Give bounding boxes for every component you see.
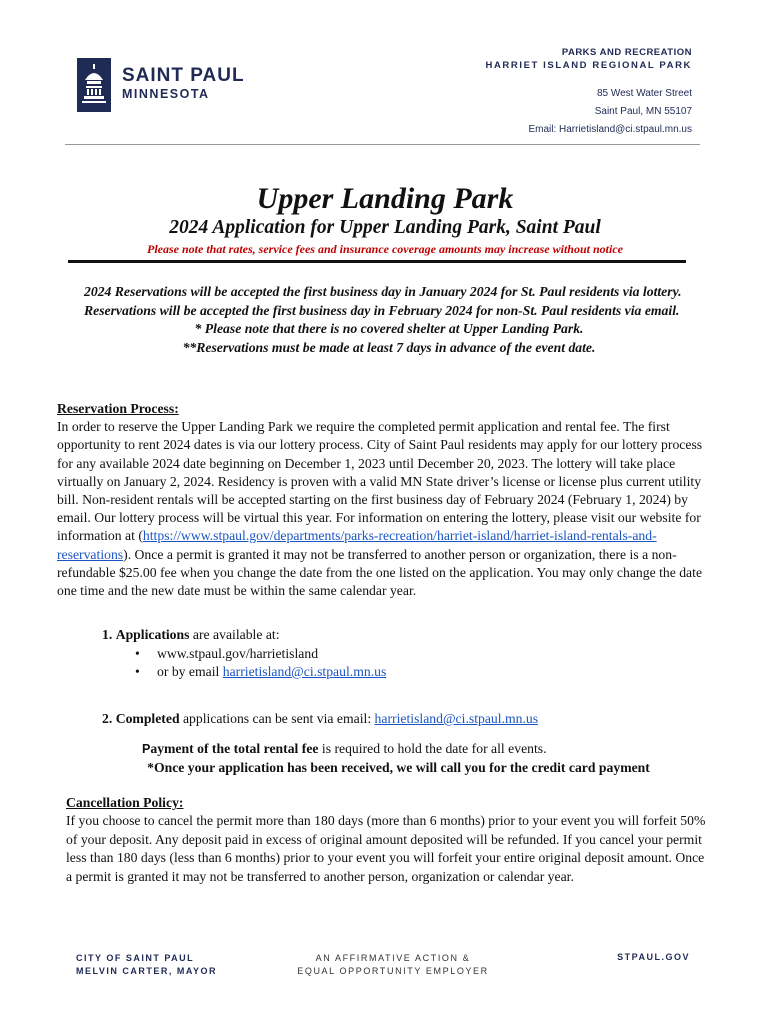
applications-list — [102, 626, 386, 682]
completed-item — [102, 711, 538, 727]
footer-city-name: CITY OF SAINT PAUL — [76, 953, 195, 963]
applications-item — [102, 626, 386, 645]
department-name: PARKS AND RECREATION — [561, 47, 692, 58]
reservations-intro: 2024 Reservations will be accepted the first business day in January 2024 for St. Paul residents via lottery. Reservations will be accepted the first business day in February 2024 for non-St. Paul residents via email. — [84, 284, 682, 318]
department-address-block — [486, 46, 692, 139]
street-address: 85 West Water Street — [596, 88, 692, 99]
completed-email-link[interactable]: harrietisland@ci.stpaul.mn.us — [374, 711, 539, 726]
city-address: Saint Paul, MN 55107 — [594, 106, 692, 117]
paren-open: ( — [138, 528, 143, 544]
bullet-website — [102, 645, 386, 664]
header-email: Email: Harrietisland@ci.stpaul.mn.us — [528, 124, 692, 135]
reservation-body — [57, 418, 717, 600]
payment-initial: P — [142, 742, 151, 756]
page-title: Upper Landing Park — [256, 182, 514, 215]
title-divider — [68, 260, 686, 263]
brand-name: SAINT PAUL — [122, 65, 245, 86]
cancellation-body: If you choose to cancel the permit more than 180 days (more than 6 months) prior to your event you will forfeit 50% of your deposit. Any deposit paid in excess of original amount deposited will be refunded. If you cancel your permit less than 180 days (less than 6 months) prior to your event you will forfeit your entire original deposit amount. Once a permit is granted it may not be transferred to another person, organization or calendar year. — [66, 813, 706, 884]
brand-state: MINNESOTA — [122, 87, 210, 101]
footer-eo-line2: EQUAL OPPORTUNITY EMPLOYER — [297, 966, 489, 976]
applications-label: Applications — [115, 627, 190, 642]
reservation-heading: Reservation Process: — [57, 401, 179, 416]
item-number: 1. — [102, 627, 113, 642]
bullet-email — [102, 663, 386, 682]
advance-note: **Reservations must be made at least 7 days in advance of the event date. — [182, 339, 596, 355]
applications-email-link[interactable]: harrietisland@ci.stpaul.mn.us — [222, 664, 387, 679]
email-prefix: or by email — [157, 664, 223, 679]
brand-wordmark — [122, 66, 245, 101]
footer-eo — [293, 952, 493, 978]
item-number-2: 2. — [102, 711, 113, 726]
footer-city — [76, 952, 217, 978]
applications-text: are available at: — [189, 627, 280, 642]
completed-label: Completed — [115, 711, 180, 726]
page-subtitle: 2024 Application for Upper Landing Park, Saint Paul — [169, 217, 601, 238]
reservation-text-2: Once a permit is granted it may not be transferred to another person or organization, there is a non-refundable $25.00 fee when you change the date from the one listed on the application. You may only change the date one time and the new date must be within the same calendar year. — [57, 546, 703, 599]
payment-bold: ayment of the total rental fee — [150, 741, 319, 756]
reservation-text: In order to reserve the Upper Landing Park we require the completed permit application and rental fee. The first opportunity to rent 2024 dates is via our lottery process. City of Saint Paul residents may apply for our lottery process for any available 2024 date beginning on December 1, 2023 until December 20, 2023. The lottery will take place virtually on January 2, 2024. Residency is proven with a valid MN State driver’s license or license plus current utility bill. Non-resident rentals will be accepted starting on the first business day of February 2024 (February 1, 2024) by email. Our lottery process will be virtual this year. For information on entering the lottery, please visit our website for information at — [57, 419, 703, 544]
cancellation-section — [66, 794, 706, 886]
footer-website[interactable]: STPAUL.GOV — [617, 952, 690, 962]
reservations-website-link[interactable]: https://www.stpaul.gov/departments/parks-recreation/harriet-island/harriet-island-rentals-and-reservations — [57, 528, 657, 562]
saint-paul-logo-icon — [77, 58, 111, 112]
rates-notice: Please note that rates, service fees and insurance coverage amounts may increase without notice — [147, 242, 623, 256]
shelter-note: * Please note that there is no covered shelter at Upper Landing Park. — [194, 321, 584, 336]
payment-text: is required to hold the date for all events. — [318, 741, 547, 756]
reservation-section — [57, 400, 717, 600]
credit-card-note: *Once your application has been received, we will call you for the credit card payment — [147, 760, 650, 775]
completed-text: applications can be sent via email: — [179, 711, 375, 726]
footer-mayor: MELVIN CARTER, MAYOR — [76, 966, 218, 976]
cancellation-heading: Cancellation Policy: — [66, 795, 184, 810]
intro-block — [84, 283, 694, 357]
paren-close: ). — [123, 546, 132, 562]
park-name: HARRIET ISLAND REGIONAL PARK — [485, 60, 692, 71]
website-text: www.stpaul.gov/harrietisland — [157, 645, 319, 661]
header-divider — [65, 144, 700, 145]
payment-note — [142, 741, 547, 757]
footer-eo-line1: AN AFFIRMATIVE ACTION & — [315, 953, 471, 963]
